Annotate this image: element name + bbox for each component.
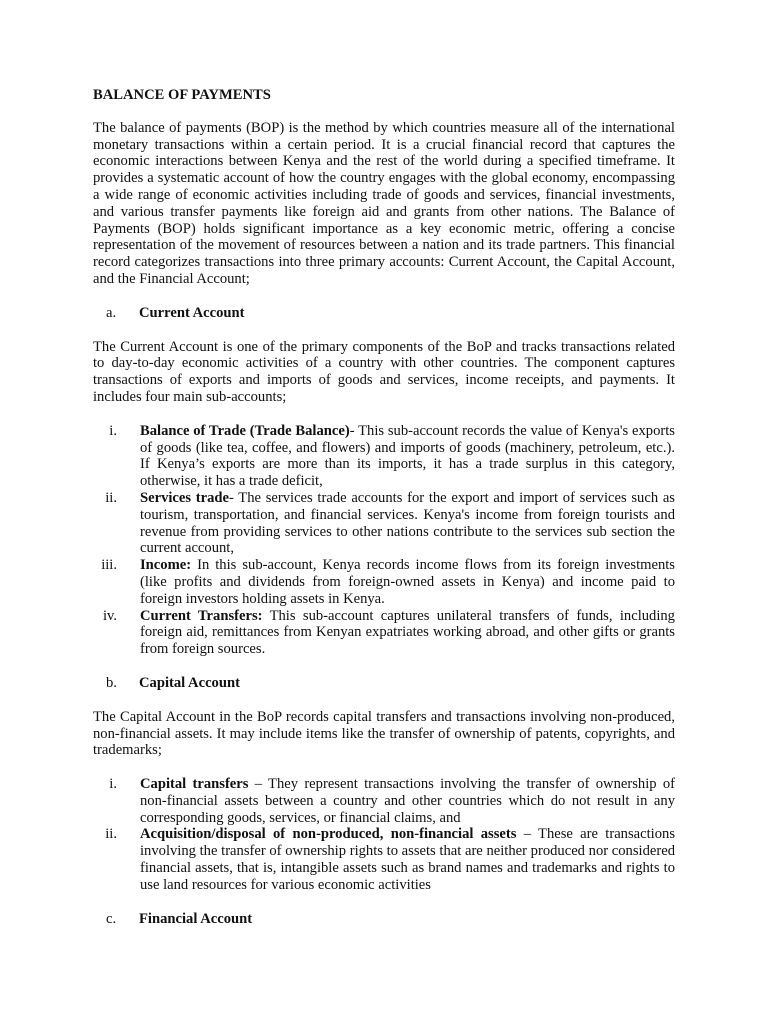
list-item-text: – They represent transactions involving the transfer of ownership of non-financial assets between a country and other countries which do not result in any corresponding goods, services, or financial claims, and [140, 776, 675, 826]
list-item-text: – These are transactions involving the transfer of ownership rights to assets that are neither produced nor considered financial assets, that is, intangible assets such as brand names and trademarks and rights to use land resources for various economic activities [140, 826, 675, 893]
section-heading-current-account [93, 305, 675, 322]
section-marker: a. [106, 304, 117, 321]
document-title: BALANCE OF PAYMENTS [93, 87, 271, 103]
list-item-term: Current Transfers: [140, 607, 263, 624]
list-marker: i. [109, 776, 117, 793]
list-item-text: - The services trade accounts for the export and import of services such as tourism, transportation, and financial services. Kenya's income from foreign tourists and revenue from providing services to other nations contribute to the services sub section the current account, [140, 489, 675, 557]
current-account-paragraph: The Current Account is one of the primary components of the BoP and tracks transactions related to day-to-day economic activities of a country with other countries. The component captures transactions of exports and imports of goods and services, income receipts, and payments. It includes four main sub-accounts; [93, 338, 675, 405]
list-marker: iii. [101, 557, 117, 574]
list-item-term: Acquisition/disposal of non-produced, non-financial assets [140, 826, 517, 843]
list-item [93, 490, 675, 557]
document-page [93, 87, 675, 944]
list-item [93, 826, 675, 893]
section-heading-financial-account [93, 911, 675, 928]
section-label: Current Account [139, 304, 245, 321]
list-marker: ii. [105, 489, 117, 506]
list-item [93, 557, 675, 607]
section-label: Financial Account [139, 910, 253, 927]
list-item-body [140, 423, 675, 490]
list-item-text: This sub-account captures unilateral transfers of funds, including foreign aid, remittances from Kenyan expatriates working abroad, and other gifts or grants from foreign sources. [140, 607, 675, 658]
list-item-text: - This sub-account records the value of Kenya's exports of goods (like tea, coffee, and flowers) and imports of goods (machinery, petroleum, etc.). If Kenya’s exports are more than its imports, it has a trade surplus in this category, otherwise, it has a trade deficit, [140, 422, 675, 490]
list-marker: iv. [102, 607, 117, 624]
list-item-term: Balance of Trade (Trade Balance) [140, 422, 350, 439]
current-account-list [93, 423, 675, 658]
section-marker: c. [106, 910, 117, 927]
list-item-body [140, 826, 675, 893]
list-item-text: In this sub-account, Kenya records income flows from its foreign investments (like profits and dividends from foreign-owned assets in Kenya) and income paid to foreign investors holding assets in Kenya. [140, 557, 675, 607]
capital-account-paragraph: The Capital Account in the BoP records capital transfers and transactions involving non-produced, non-financial assets. It may include items like the transfer of ownership of patents, copyrights, and trademarks; [93, 708, 675, 759]
list-marker: ii. [105, 826, 117, 843]
capital-account-list [93, 776, 675, 894]
intro-paragraph: The balance of payments (BOP) is the method by which countries measure all of the international monetary transactions within a certain period. It is a crucial financial record that captures the economic interactions between Kenya and the rest of the world during a specified timeframe. It provides a systematic account of how the country engages with the global economy, encompassing a wide range of economic activities including trade of goods and services, financial investments, and various transfer payments like foreign aid and grants from other nations. The Balance of Payments (BOP) holds significant importance as a key economic metric, offering a concise representation of the movement of resources between a nation and its trade partners. This financial record categorizes transactions into three primary accounts: Current Account, the Capital Account, and the Financial Account; [93, 119, 675, 287]
list-item-body [140, 608, 675, 658]
section-label: Capital Account [139, 674, 240, 691]
list-item [93, 608, 675, 658]
list-item-term: Capital transfers [140, 776, 249, 793]
list-item [93, 776, 675, 826]
list-item-body [140, 557, 675, 607]
list-item-body [140, 776, 675, 826]
list-item-term: Income: [140, 557, 192, 574]
list-item [93, 423, 675, 490]
section-heading-capital-account [93, 675, 675, 692]
list-item-body [140, 490, 675, 557]
section-marker: b. [106, 674, 117, 691]
list-marker: i. [109, 422, 117, 439]
list-item-term: Services trade [140, 489, 229, 506]
